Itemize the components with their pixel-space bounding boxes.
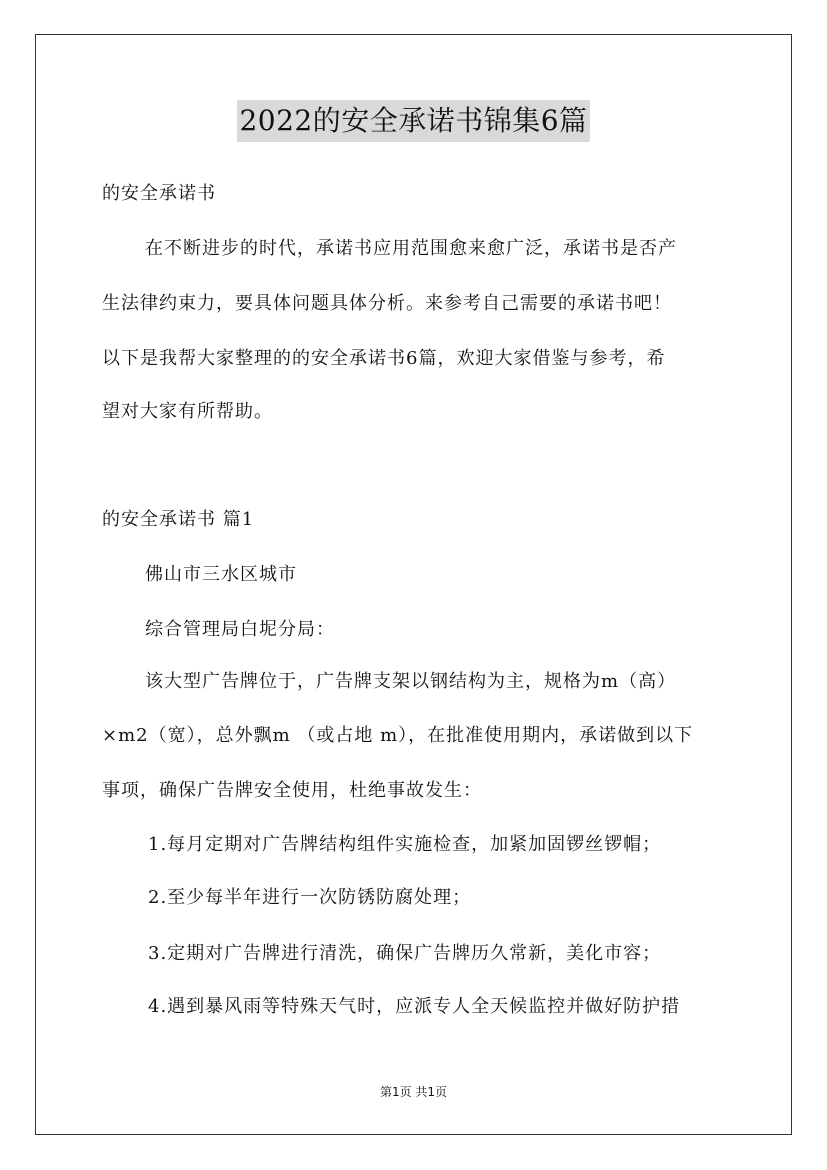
body-line: ×m2（宽），总外飘m （或占地 m），在批准使用期内，承诺做到以下 [102,725,694,746]
body-line: 该大型广告牌位于，广告牌支架以钢结构为主，规格为m（高） [145,671,677,692]
body-line: 事项，确保广告牌安全使用，杜绝事故发生： [102,780,482,801]
intro-line: 以下是我帮大家整理的的安全承诺书6篇，欢迎大家借鉴与参考，希 [102,348,666,369]
page-footer: 第1页 共1页 [379,1085,448,1099]
document-title: 2022的安全承诺书锦集6篇 [237,100,589,142]
list-item: 3.定期对广告牌进行清洗，确保广告牌历久常新，美化市容； [148,943,662,964]
intro-line: 生法律约束力，要具体问题具体分析。来参考自己需要的承诺书吧！ [102,293,672,314]
list-item: 4.遇到暴风雨等特殊天气时，应派专人全天候监控并做好防护措 [148,996,681,1017]
recipient-line: 综合管理局白坭分局： [145,619,335,640]
list-item: 1.每月定期对广告牌结构组件实施检查，加紧加固锣丝锣帽； [148,834,662,855]
title-container [0,100,827,142]
recipient-line: 佛山市三水区城市 [145,564,297,585]
section-heading: 的安全承诺书 篇1 [102,509,255,530]
intro-line: 望对大家有所帮助。 [102,401,273,422]
intro-line: 在不断进步的时代，承诺书应用范围愈来愈广泛，承诺书是否产 [145,238,677,259]
intro-heading: 的安全承诺书 [102,183,216,204]
list-item: 2.至少每半年进行一次防锈防腐处理； [148,887,472,908]
